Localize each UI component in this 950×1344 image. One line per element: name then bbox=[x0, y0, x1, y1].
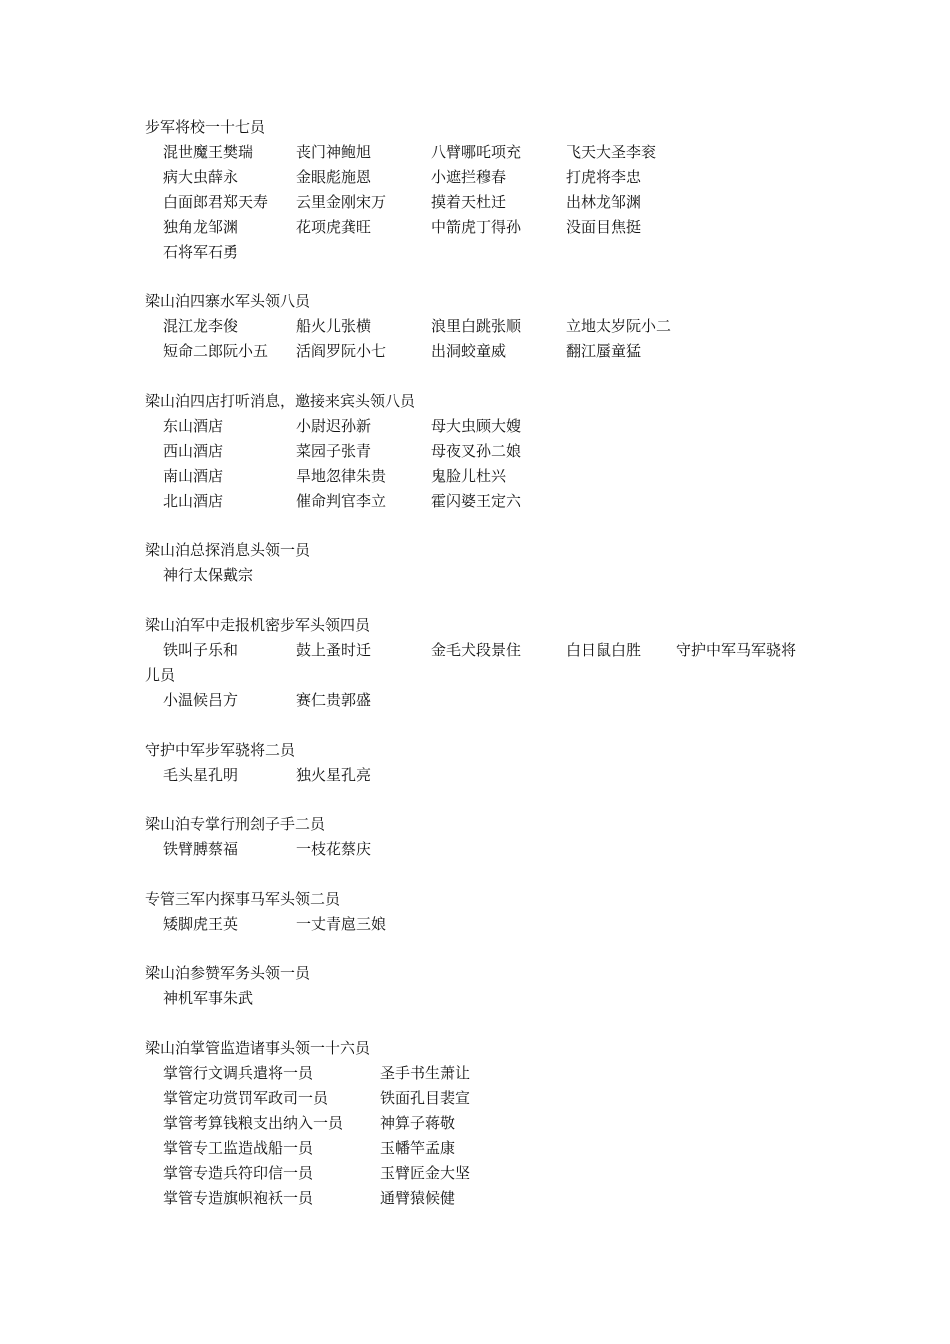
section-title: 梁山泊四寨水军头领八员 bbox=[145, 292, 311, 310]
name-cell: 玉臂匠金大坚 bbox=[380, 1164, 471, 1182]
name-cell: 出洞蛟童威 bbox=[431, 342, 507, 360]
name-cell: 菜园子张青 bbox=[296, 442, 372, 460]
name-cell: 八臂哪吒项充 bbox=[431, 143, 522, 161]
name-row bbox=[145, 165, 642, 190]
section-title: 梁山泊掌管监造诸事头领一十六员 bbox=[145, 1039, 371, 1057]
duty-cell: 掌管专造旗帜袍袄一员 bbox=[163, 1189, 314, 1207]
section-secret-messengers bbox=[145, 613, 797, 713]
section-title: 梁山泊参赞军务头领一员 bbox=[145, 964, 311, 982]
duty-row bbox=[145, 1136, 456, 1161]
name-row bbox=[145, 314, 672, 339]
name-cell: 毛头星孔明 bbox=[163, 766, 239, 784]
section-title: 梁山泊军中走报机密步军头领四员 bbox=[145, 616, 371, 634]
name-row bbox=[145, 986, 310, 1011]
name-row bbox=[145, 140, 657, 165]
name-cell: 独角龙邹渊 bbox=[163, 218, 239, 236]
name-row bbox=[145, 339, 642, 364]
name-cell: 白面郎君郑天寿 bbox=[163, 193, 269, 211]
name-cell: 金眼彪施恩 bbox=[296, 168, 372, 186]
section-title: 梁山泊总探消息头领一员 bbox=[145, 541, 311, 559]
subsection-title-inline: 守护中军马军骁将 bbox=[676, 641, 797, 659]
name-row bbox=[145, 464, 507, 489]
name-cell: 金毛犬段景住 bbox=[431, 641, 522, 659]
name-cell: 中箭虎丁得孙 bbox=[431, 218, 522, 236]
name-cell: 一丈青扈三娘 bbox=[296, 915, 387, 933]
name-cell: 活阎罗阮小七 bbox=[296, 342, 387, 360]
name-cell: 混江龙李俊 bbox=[163, 317, 239, 335]
name-cell: 神机军事朱武 bbox=[163, 989, 254, 1007]
name-cell: 飞天大圣李衮 bbox=[566, 143, 657, 161]
wrapped-title-tail: 儿员 bbox=[145, 666, 176, 684]
name-cell: 催命判官李立 bbox=[296, 492, 387, 510]
inn-name: 东山酒店 bbox=[163, 417, 224, 435]
name-cell: 赛仁贵郭盛 bbox=[296, 691, 372, 709]
name-cell: 旱地忽律朱贵 bbox=[296, 467, 387, 485]
name-cell: 圣手书生萧让 bbox=[380, 1064, 471, 1082]
section-chief-scout bbox=[145, 538, 310, 588]
inn-name: 北山酒店 bbox=[163, 492, 224, 510]
name-cell: 母夜叉孙二娘 bbox=[431, 442, 522, 460]
duty-cell: 掌管专工监造战船一员 bbox=[163, 1139, 314, 1157]
inn-name: 西山酒店 bbox=[163, 442, 224, 460]
name-cell: 没面目焦挺 bbox=[566, 218, 642, 236]
name-cell: 小温候吕方 bbox=[163, 691, 239, 709]
name-row bbox=[145, 763, 372, 788]
duty-cell: 掌管考算钱粮支出纳入一员 bbox=[163, 1114, 344, 1132]
name-cell: 小遮拦穆春 bbox=[431, 168, 507, 186]
name-row bbox=[145, 240, 265, 265]
name-cell: 病大虫薛永 bbox=[163, 168, 239, 186]
name-cell: 摸着天杜迁 bbox=[431, 193, 507, 211]
name-cell: 铁臂膊蔡福 bbox=[163, 840, 239, 858]
name-cell: 打虎将李忠 bbox=[566, 168, 642, 186]
name-cell: 鬼脸儿杜兴 bbox=[431, 467, 507, 485]
section-military-counsel bbox=[145, 961, 310, 1011]
name-cell: 矮脚虎王英 bbox=[163, 915, 239, 933]
name-cell: 霍闪婆王定六 bbox=[431, 492, 522, 510]
section-title: 梁山泊专掌行刑刽子手二员 bbox=[145, 815, 326, 833]
duty-cell: 掌管行文调兵遣将一员 bbox=[163, 1064, 314, 1082]
duty-row bbox=[145, 1111, 456, 1136]
name-row bbox=[145, 190, 642, 215]
name-row bbox=[145, 688, 370, 713]
wrapped-line bbox=[145, 663, 370, 688]
name-cell: 独火星孔亮 bbox=[296, 766, 372, 784]
duty-row bbox=[145, 1086, 471, 1111]
duty-cell: 掌管定功赏罚军政司一员 bbox=[163, 1089, 329, 1107]
name-row bbox=[145, 638, 797, 663]
name-cell: 通臂猿候健 bbox=[380, 1189, 456, 1207]
name-cell: 母大虫顾大嫂 bbox=[431, 417, 522, 435]
duty-cell: 掌管专造兵符印信一员 bbox=[163, 1164, 314, 1182]
name-cell: 铁面孔目裴宣 bbox=[380, 1089, 471, 1107]
name-cell: 混世魔王樊瑞 bbox=[163, 143, 254, 161]
section-title: 专管三军内探事马军头领二员 bbox=[145, 890, 341, 908]
name-cell: 花项虎龚旺 bbox=[296, 218, 372, 236]
name-cell: 神算子蒋敬 bbox=[380, 1114, 456, 1132]
section-supervisors bbox=[145, 1036, 471, 1211]
section-title: 步军将校一十七员 bbox=[145, 118, 266, 136]
section-infantry-officers bbox=[145, 115, 657, 265]
name-cell: 浪里白跳张顺 bbox=[431, 317, 522, 335]
name-cell: 一枝花蔡庆 bbox=[296, 840, 372, 858]
name-cell: 丧门神鲍旭 bbox=[296, 143, 372, 161]
name-row bbox=[145, 912, 387, 937]
name-row bbox=[145, 414, 522, 439]
name-cell: 玉幡竿孟康 bbox=[380, 1139, 456, 1157]
name-cell: 铁叫子乐和 bbox=[163, 641, 239, 659]
section-water-army bbox=[145, 289, 672, 364]
name-cell: 小尉迟孙新 bbox=[296, 417, 372, 435]
section-executioners bbox=[145, 812, 372, 862]
name-cell: 立地太岁阮小二 bbox=[566, 317, 672, 335]
section-internal-scouts bbox=[145, 887, 387, 937]
name-row bbox=[145, 563, 310, 588]
section-title: 梁山泊四店打听消息，邀接来宾头领八员 bbox=[145, 392, 416, 410]
duty-row bbox=[145, 1161, 471, 1186]
name-cell: 石将军石勇 bbox=[163, 243, 239, 261]
name-row bbox=[145, 439, 522, 464]
section-four-inns bbox=[145, 389, 522, 514]
name-cell: 白日鼠白胜 bbox=[566, 641, 642, 659]
duty-row bbox=[145, 1061, 471, 1086]
duty-row bbox=[145, 1186, 456, 1211]
name-cell: 云里金刚宋万 bbox=[296, 193, 387, 211]
name-cell: 翻江蜃童猛 bbox=[566, 342, 642, 360]
name-row bbox=[145, 837, 372, 862]
name-row bbox=[145, 489, 522, 514]
name-cell: 船火儿张横 bbox=[296, 317, 372, 335]
name-row bbox=[145, 215, 642, 240]
name-cell: 神行太保戴宗 bbox=[163, 566, 254, 584]
name-cell: 鼓上蚤时迁 bbox=[296, 641, 372, 659]
name-cell: 出林龙邹渊 bbox=[566, 193, 642, 211]
section-guard-infantry bbox=[145, 738, 372, 788]
name-cell: 短命二郎阮小五 bbox=[163, 342, 269, 360]
section-title: 守护中军步军骁将二员 bbox=[145, 741, 296, 759]
inn-name: 南山酒店 bbox=[163, 467, 224, 485]
